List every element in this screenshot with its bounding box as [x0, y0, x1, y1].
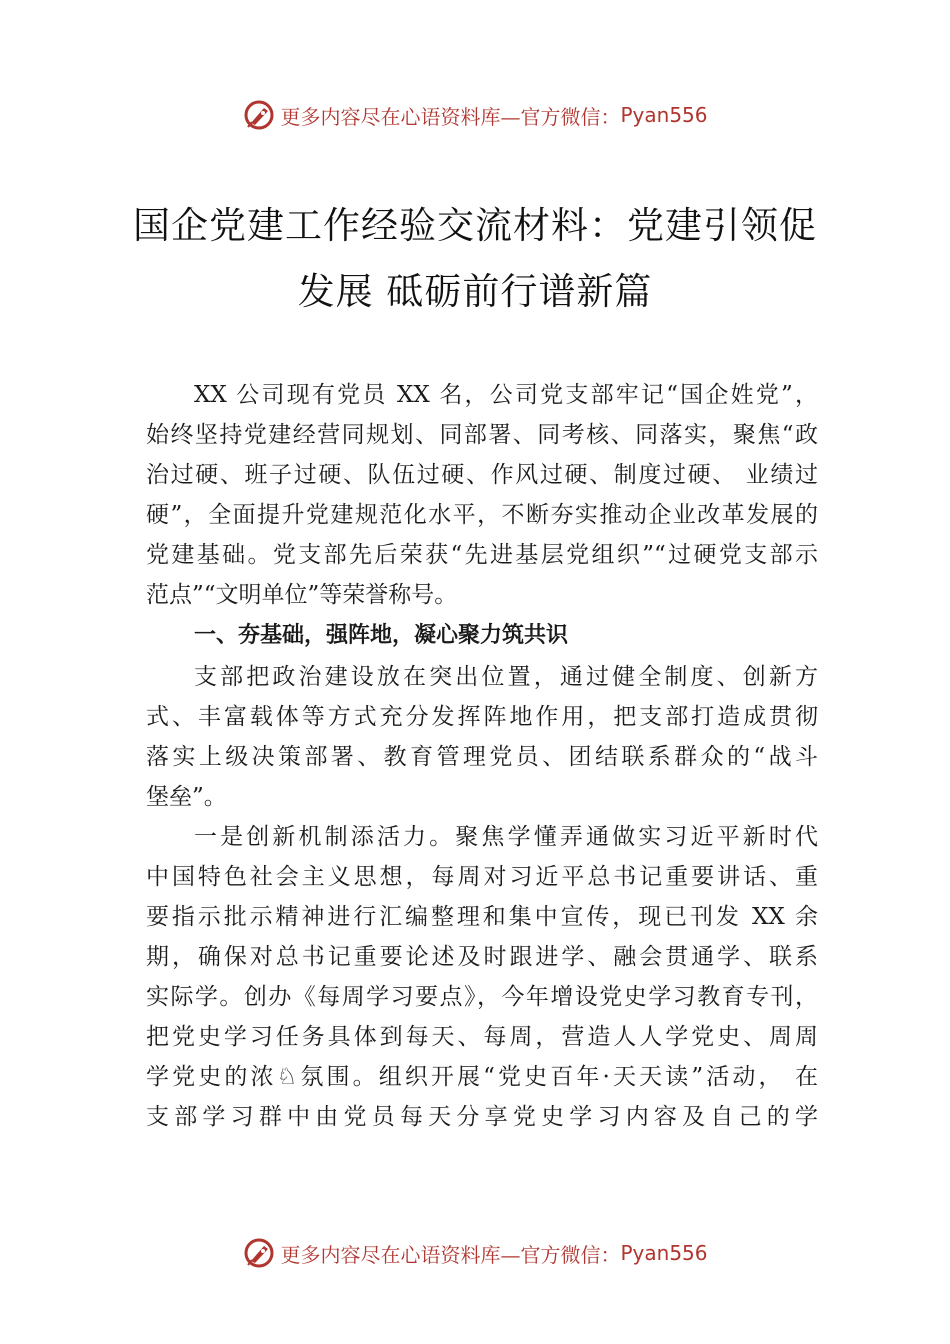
section-paragraph	[146, 817, 818, 1137]
watermark-text: 更多内容尽在心语资料库—官方微信：	[280, 1242, 621, 1267]
text-line: 堡垒”。	[146, 784, 227, 810]
pen-nib-logo-icon	[242, 1236, 276, 1270]
text-line: 落实上级决策部署、教育管理党员、团结联系群众的“战斗	[146, 744, 818, 770]
text-line: 期，确保对总书记重要论述及时跟进学、融会贯通学、联系	[146, 944, 818, 970]
text-line: 党建基础。党支部先后荣获“先进基层党组织”“过硬党支部示	[146, 542, 818, 568]
text-line: 实际学。创办《每周学习要点》，今年增设党史学习教育专刊，	[146, 984, 818, 1010]
text-line: 一是创新机制添活力。聚焦学懂弄通做实习近平新时代	[194, 824, 818, 850]
bottom-watermark-banner	[0, 1233, 950, 1273]
text-line: 支部把政治建设放在突出位置，通过健全制度、创新方	[194, 664, 818, 690]
document-body	[146, 375, 818, 1137]
pen-nib-logo-icon	[242, 98, 276, 132]
text-line: 范点”“文明单位”等荣誉称号。	[146, 582, 458, 608]
text-line: 始终坚持党建经营同规划、同部署、同考核、同落实，聚焦“政	[146, 422, 818, 448]
text-line: 学党史的浓♘氛围。组织开展“党史百年·天天读”活动， 在	[146, 1064, 818, 1090]
watermark-wechat-id: Pyan556	[620, 103, 708, 127]
text-line: 要指示批示精神进行汇编整理和集中宣传，现已刊发 XX 余	[146, 904, 818, 930]
text-line: 治过硬、班子过硬、队伍过硬、作风过硬、制度过硬、 业绩过	[146, 462, 818, 488]
text-line: 支部学习群中由党员每天分享党史学习内容及自己的学	[146, 1104, 818, 1130]
text-line: 把党史学习任务具体到每天、每周，营造人人学党史、周周	[146, 1024, 818, 1050]
section-heading: 一、夯基础，强阵地，凝心聚力筑共识	[194, 623, 569, 648]
text-line: 硬”，全面提升党建规范化水平，不断夯实推动企业改革发展的	[146, 502, 818, 528]
watermark-text: 更多内容尽在心语资料库—官方微信：	[280, 104, 621, 129]
intro-paragraph	[146, 375, 818, 615]
text-line: XX 公司现有党员 XX 名，公司党支部牢记“国企姓党”，	[194, 382, 818, 408]
document-title-line-1: 国企党建工作经验交流材料：党建引领促	[133, 204, 817, 247]
watermark-wechat-id: Pyan556	[620, 1241, 708, 1265]
text-line: 式、丰富载体等方式充分发挥阵地作用，把支部打造成贯彻	[146, 704, 818, 730]
section-paragraph	[146, 657, 818, 817]
text-line: 中国特色社会主义思想，每周对习近平总书记重要讲话、重	[146, 864, 818, 890]
document-title-line-2: 发展 砥砺前行谱新篇	[297, 270, 653, 313]
top-watermark-banner	[0, 95, 950, 135]
